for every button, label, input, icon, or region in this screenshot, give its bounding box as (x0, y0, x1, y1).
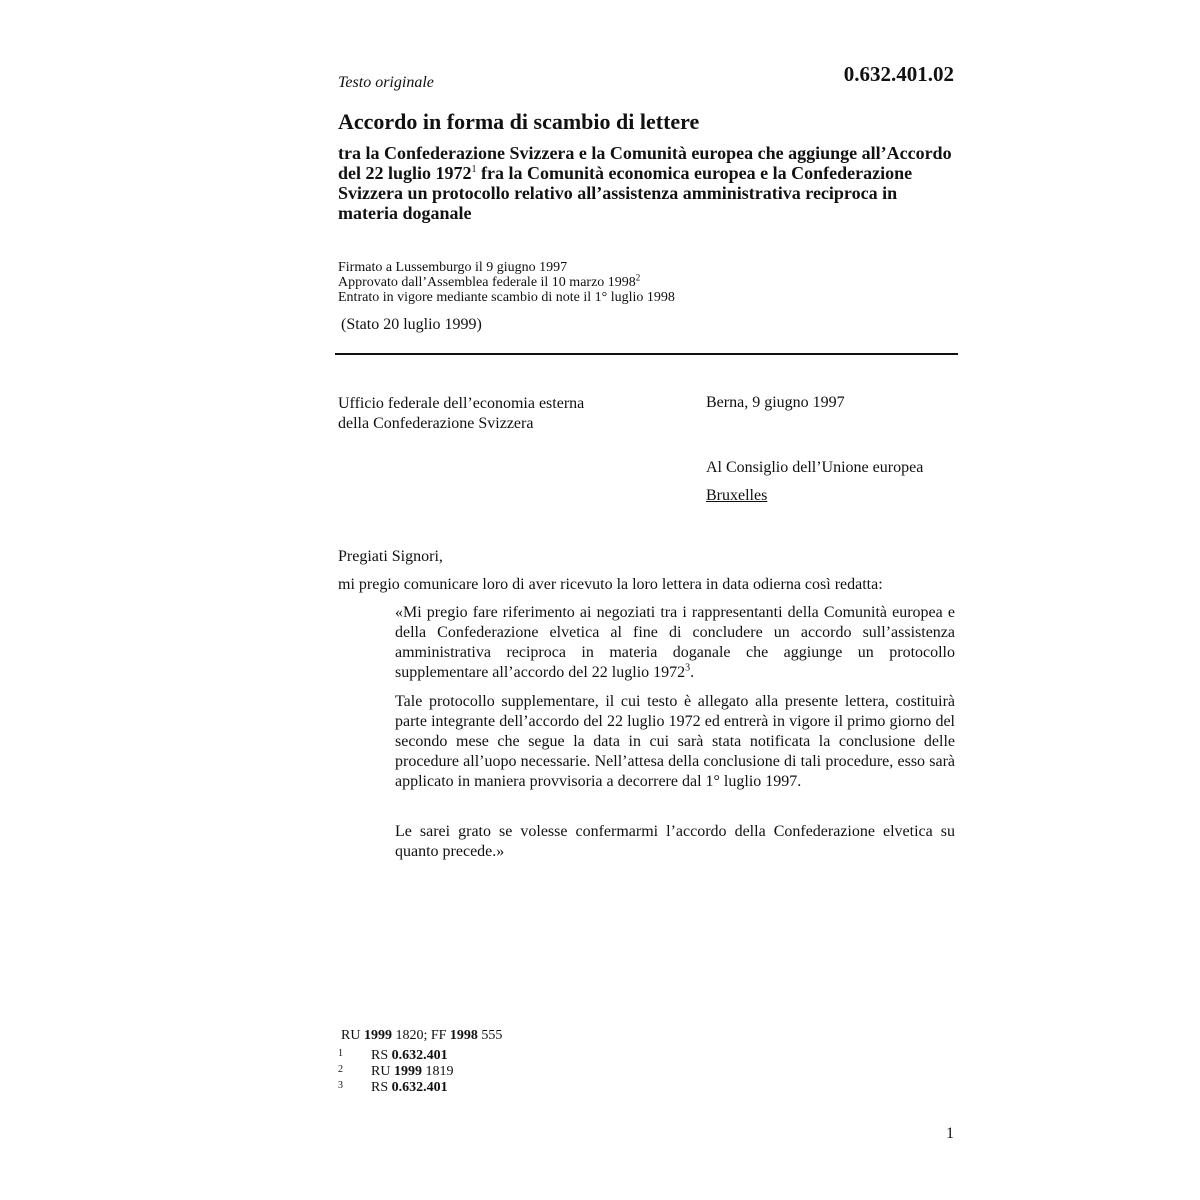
footnote-ref-2[interactable]: 2 (635, 272, 641, 283)
footnote-ref-3[interactable]: 3 (685, 662, 691, 674)
footnote-2 (338, 1064, 453, 1080)
recipient-name: Al Consiglio dell’Unione europea (706, 459, 924, 476)
subtitle-text-part2: fra la Comunità economica europea e la Confederazione Svizzera un protocollo relativo all’assistenza amministrativa reciproca in materia doganale (338, 163, 913, 223)
original-text-label: Testo originale (338, 74, 434, 91)
approved-text: Approvato dall’Assemblea federale il 10 marzo 1998 (338, 275, 636, 290)
letter-recipient (706, 454, 923, 510)
source-ff-page: 555 (477, 1028, 503, 1043)
letter-greeting: Pregiati Signori, (338, 548, 443, 565)
footnote-ref-number: 1999 (393, 1064, 422, 1079)
footnote-number: 2 (338, 1064, 343, 1075)
paragraph-1-end: . (690, 664, 695, 681)
document-number: 0.632.401.02 (843, 62, 954, 86)
footnote-prefix: RS (371, 1080, 392, 1095)
quoted-paragraph-2: Tale protocollo supplementare, il cui testo è allegato alla presente lettera, costituirà parte integrante dell’accordo del 22 luglio 1972 ed entrerà in vigore il primo giorno del secondo mese che segue la data in cui sarà stata notificata la conclusione delle procedure all’uopo necessarie. Nell’attesa della conclusione di tali procedure, esso sarà applicato in maniera provvisoria a decorrere dal 1° luglio 1997. (395, 693, 955, 790)
source-ru-year: 1999 (363, 1028, 392, 1043)
footnote-prefix: RS (371, 1048, 392, 1063)
page-number: 1 (946, 1125, 954, 1142)
header-divider (335, 353, 958, 355)
document-title: Accordo in forma di scambio di lettere (338, 109, 700, 134)
adoption-metadata (338, 260, 675, 305)
recipient-city: Bruxelles (706, 487, 768, 504)
paragraph-1-text: «Mi pregio fare riferimento ai negoziati tra i rappresentanti della Comunità europea e della Confederazione elvetica al fine di concludere un accordo sull’assistenza amministrativa reciproca in materia doganale che aggiunge un protocollo supplementare all’accordo del 22 luglio 1972 (395, 604, 955, 681)
footnote-1 (338, 1048, 448, 1064)
signed-line: Firmato a Lussemburgo il 9 giugno 1997 (338, 260, 568, 275)
footnote-ref-1[interactable]: 1 (471, 164, 477, 175)
sender-line-1: Ufficio federale dell’economia esterna (338, 395, 585, 412)
footnote-3 (338, 1080, 448, 1096)
source-ff-label: 1820; FF (391, 1028, 450, 1043)
source-ff-year: 1998 (449, 1028, 478, 1043)
letter-sender (338, 394, 584, 434)
footnote-prefix: RU (371, 1064, 394, 1079)
source-footnote (341, 1028, 502, 1044)
quoted-paragraph-1 (395, 603, 955, 683)
quoted-paragraph-3: Le sarei grato se volesse confermarmi l’accordo della Confederazione elvetica su quanto precede.» (395, 823, 955, 860)
footnote-number: 3 (338, 1080, 343, 1091)
status-date: (Stato 20 luglio 1999) (341, 316, 482, 333)
footnote-ref-number: 0.632.401 (391, 1048, 448, 1063)
source-ru-label: RU (341, 1028, 364, 1043)
approved-line (338, 272, 675, 290)
footnote-ref-number: 0.632.401 (391, 1080, 448, 1095)
footnote-suffix: 1819 (421, 1064, 454, 1079)
footnote-number: 1 (338, 1048, 343, 1059)
in-force-line: Entrato in vigore mediante scambio di note il 1° luglio 1998 (338, 290, 675, 305)
letter-place-date: Berna, 9 giugno 1997 (706, 394, 845, 411)
letter-intro: mi pregio comunicare loro di aver ricevuto la loro lettera in data odierna così redatta: (338, 576, 883, 593)
document-subtitle (338, 143, 958, 223)
sender-line-2: della Confederazione Svizzera (338, 415, 534, 432)
subtitle-text-part1: tra la Confederazione Svizzera e la Comunità europea che aggiunge all’Accordo del 22 luglio 1972 (338, 143, 952, 183)
